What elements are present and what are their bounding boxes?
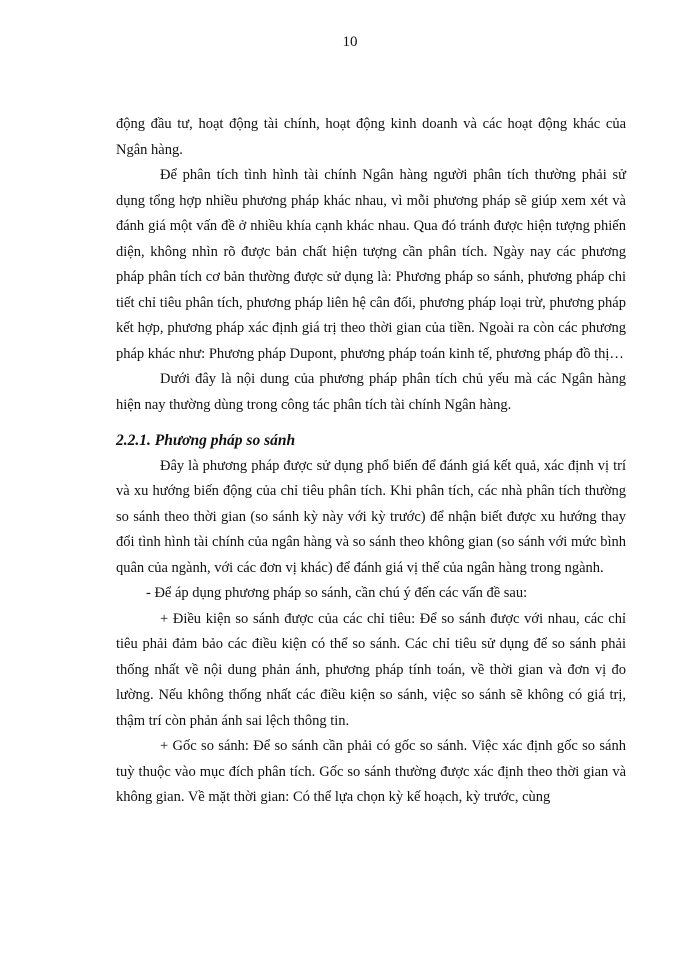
section-heading: 2.2.1. Phương pháp so sánh [116,432,296,449]
paragraph-comparison-notes: - Để áp dụng phương pháp so sánh, cần chú ý đến các vấn đề sau: [146,585,528,601]
paragraph-comparison-conditions: + Điều kiện so sánh được của các chỉ tiêu: Để so sánh được với nhau, các chỉ tiêu phải đảm bảo các điều kiện có thể so sánh. Các chỉ tiêu sử dụng để so sánh phải thống nhất về nội dung phản ánh, phương pháp tính toán, về thời gian và đơn vị đo lường. Nếu không thống nhất các điều kiện so sánh, việc so sánh sẽ không có giá trị, thậm trí còn phản ánh sai lệch thông tin. [116,610,626,729]
paragraph-continuation: động đầu tư, hoạt động tài chính, hoạt động kinh doanh và các hoạt động khác của Ngân hàng. [116,116,626,158]
paragraph-comparison-definition: Đây là phương pháp được sử dụng phổ biến để đánh giá kết quả, xác định vị trí và xu hướng biến động của chỉ tiêu phân tích. Khi phân tích, các nhà phân tích thường so sánh theo thời gian (so sánh kỳ này với kỳ trước) để nhận biết được xu hướng thay đổi tình hình tài chính của ngân hàng và so sánh theo không gian (so sánh với mức bình quân của ngành, với các đơn vị khác) để đánh giá vị thế của ngân hàng trong ngành. [116,457,626,576]
document-body [116,112,626,811]
paragraph-comparison-basis: + Gốc so sánh: Để so sánh cần phải có gốc so sánh. Việc xác định gốc so sánh tuỳ thuộc vào mục đích phân tích. Gốc so sánh thường được xác định theo thời gian và không gian. Về mặt thời gian: Có thể lựa chọn kỳ kế hoạch, kỳ trước, cùng [116,738,626,805]
paragraph-introduction: Dưới đây là nội dung của phương pháp phân tích chủ yếu mà các Ngân hàng hiện nay thường dùng trong công tác phân tích tài chính Ngân hàng. [116,371,626,413]
paragraph-analysis-methods: Để phân tích tình hình tài chính Ngân hàng người phân tích thường phải sử dụng tổng hợp nhiều phương pháp khác nhau, vì mỗi phương pháp sẽ giúp xem xét và đánh giá một vấn đề ở nhiều khía cạnh khác nhau. Qua đó tránh được hiện tượng phiến diện, không nhìn rõ được bản chất hiện tượng cần phân tích. Ngày nay các phương pháp phân tích cơ bản thường được sử dụng là: Phương pháp so sánh, phương pháp chi tiết chỉ tiêu phân tích, phương pháp liên hệ cân đối, phương pháp loại trừ, phương pháp kết hợp, phương pháp xác định giá trị theo thời gian của tiền. Ngoài ra còn các phương pháp khác như: Phương pháp Dupont, phương pháp toán kinh tế, phương pháp đồ thị… [116,167,626,362]
page-number: 10 [342,34,358,50]
